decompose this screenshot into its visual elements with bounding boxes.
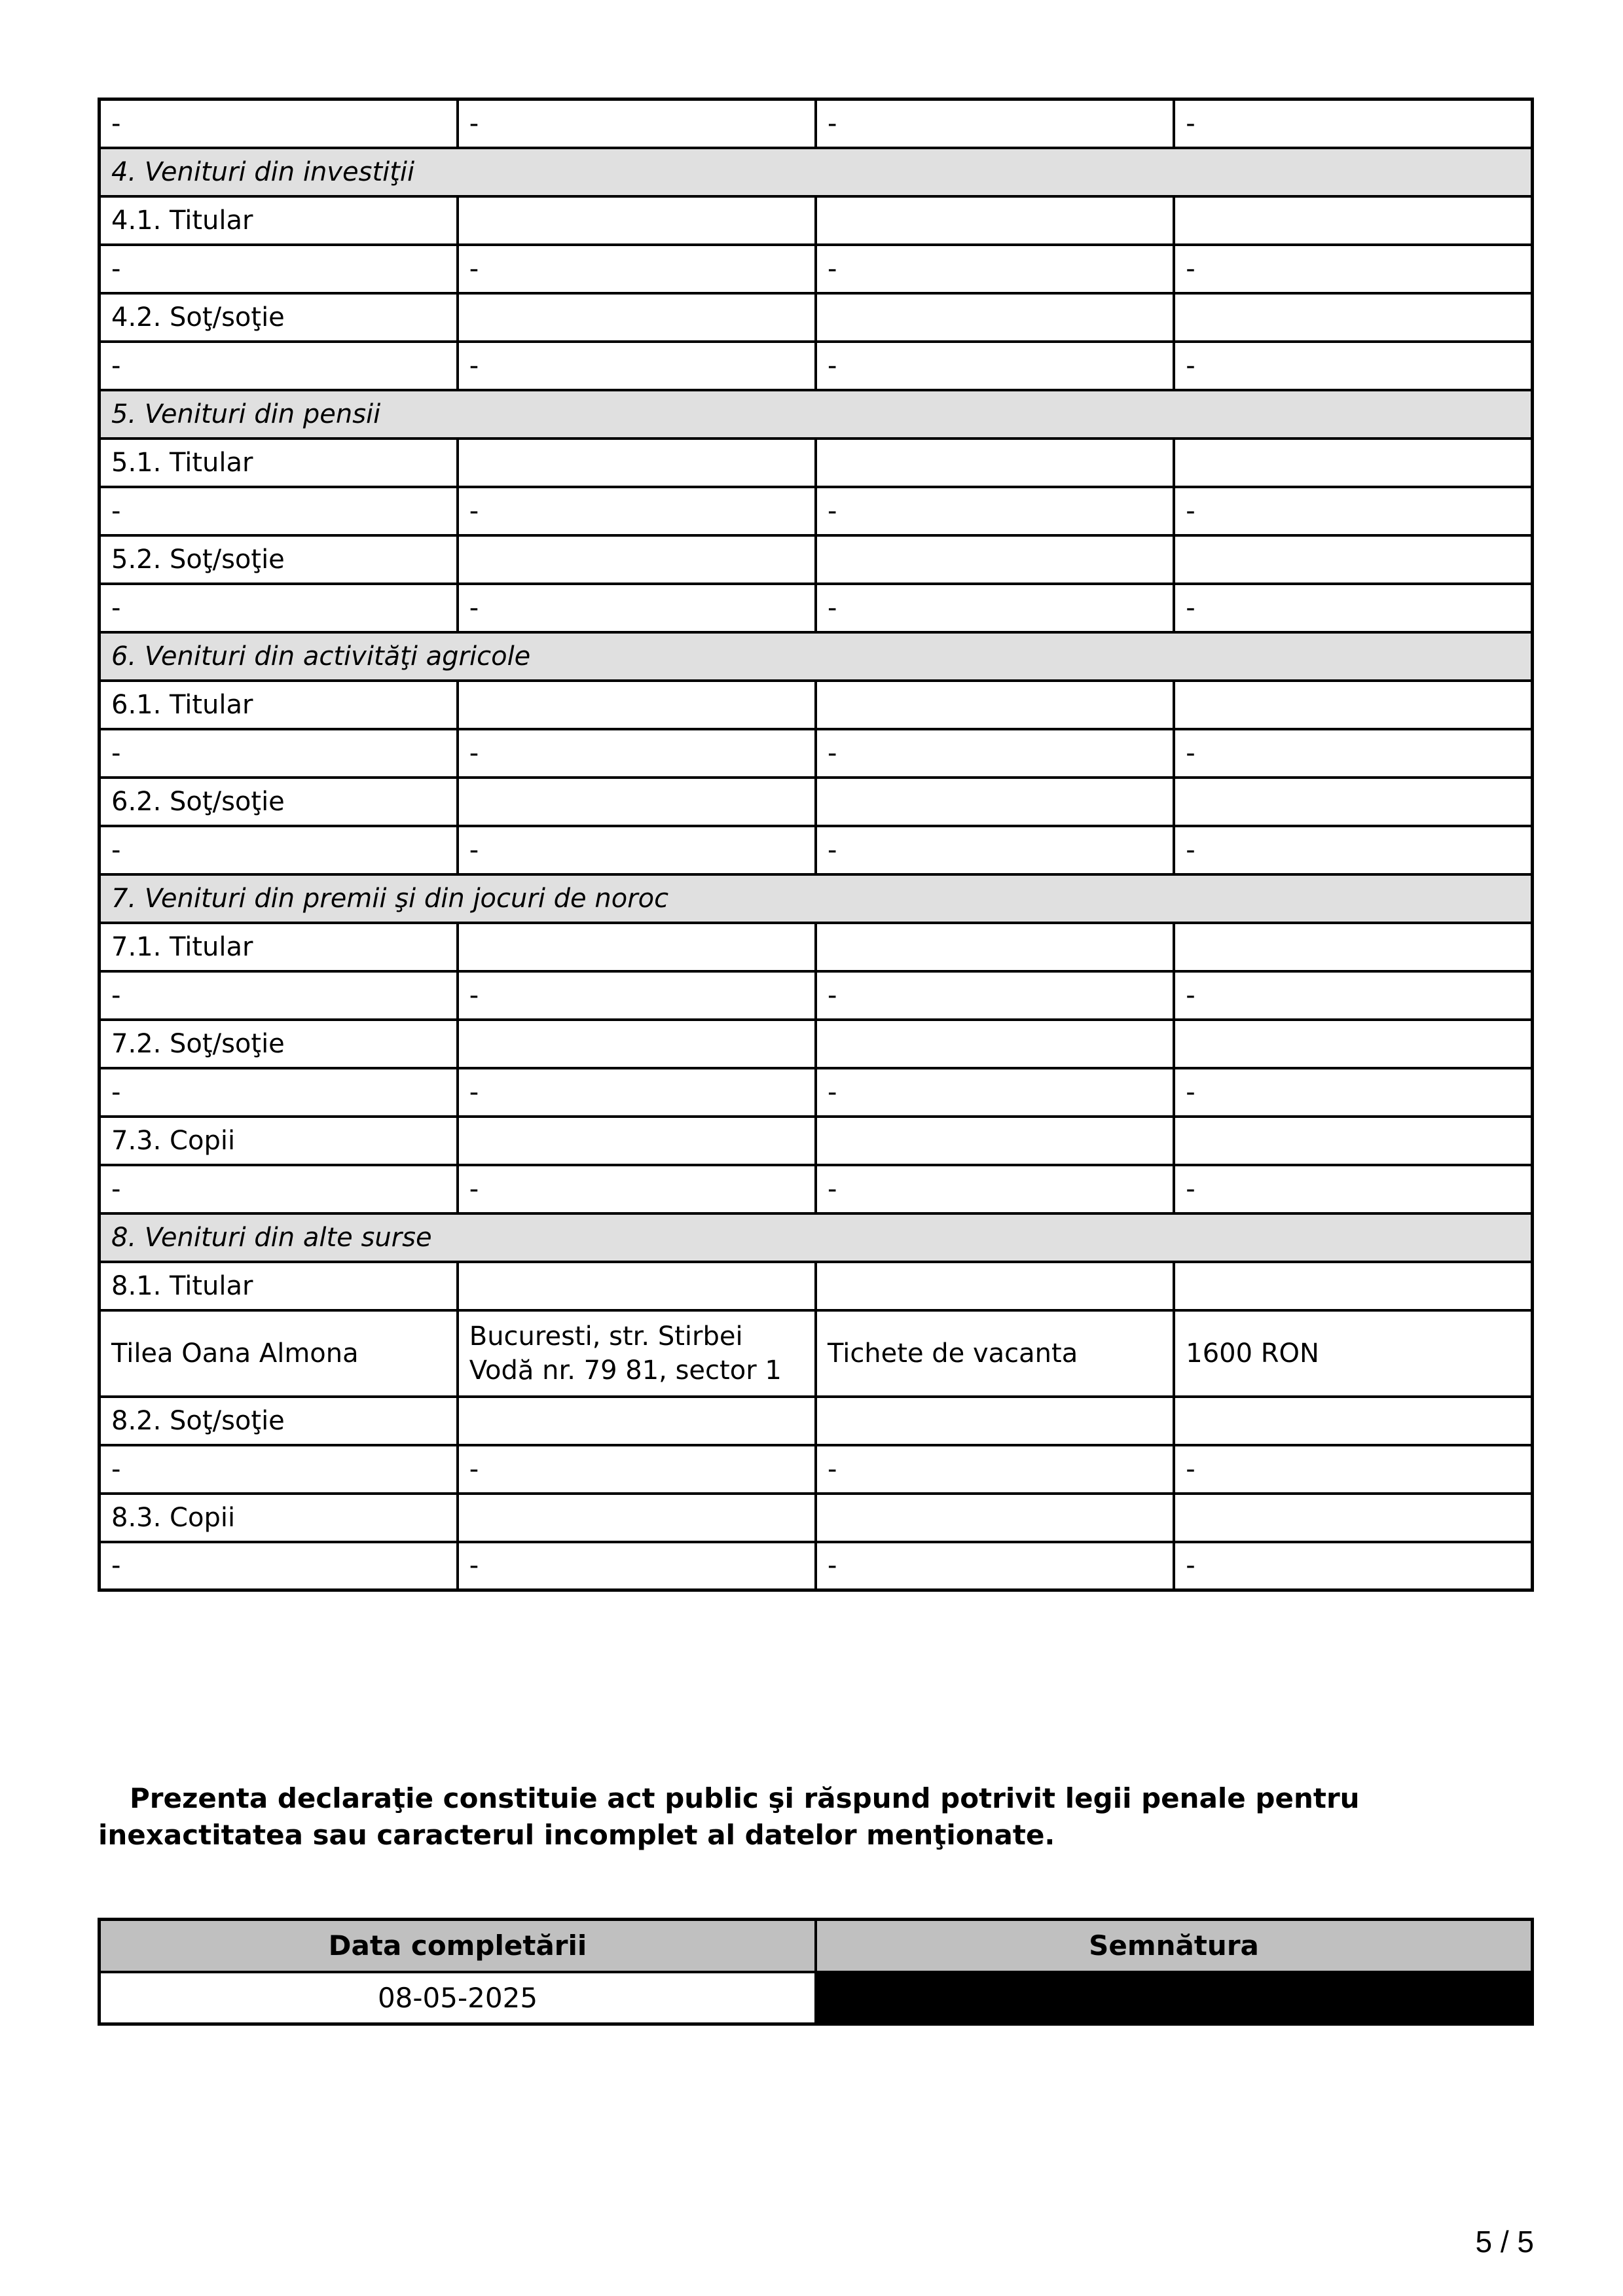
subsection-row — [100, 1262, 1533, 1310]
subsection-label: 5.1. Titular — [100, 439, 458, 487]
declaration-statement: Prezenta declaraţie constituie act public şi răspund potrivit legii penale pentru inexactitatea sau caracterul incomplet al datelor menţionate. — [98, 1782, 1360, 1851]
empty-cell — [1174, 778, 1532, 826]
empty-cell — [1174, 1494, 1532, 1542]
table-cell: 1600 RON — [1174, 1310, 1532, 1397]
table-cell: - — [458, 245, 816, 293]
table-cell: - — [100, 342, 458, 390]
table-cell: - — [100, 245, 458, 293]
table-row — [100, 1542, 1533, 1590]
empty-cell — [458, 1117, 816, 1165]
subsection-label: 8.3. Copii — [100, 1494, 458, 1542]
subsection-label: 6.2. Soţ/soţie — [100, 778, 458, 826]
table-cell: - — [1174, 1165, 1532, 1213]
section-header-row — [100, 874, 1533, 923]
date-value: 08-05-2025 — [100, 1972, 816, 2024]
table-cell: - — [100, 99, 458, 148]
signature-redacted — [816, 1972, 1533, 2024]
subsection-row — [100, 1494, 1533, 1542]
table-cell: - — [100, 1445, 458, 1494]
empty-cell — [1174, 1117, 1532, 1165]
table-cell: - — [458, 1445, 816, 1494]
subsection-row — [100, 439, 1533, 487]
subsection-row — [100, 681, 1533, 729]
empty-cell — [816, 1262, 1174, 1310]
empty-cell — [458, 1020, 816, 1068]
empty-cell — [1174, 196, 1532, 245]
section-header-row — [100, 390, 1533, 439]
section-header-row — [100, 148, 1533, 196]
table-cell: - — [1174, 729, 1532, 778]
empty-cell — [1174, 1020, 1532, 1068]
empty-cell — [816, 1020, 1174, 1068]
table-row — [100, 487, 1533, 535]
income-table-body — [100, 99, 1533, 1590]
table-cell: - — [458, 971, 816, 1020]
empty-cell — [458, 1397, 816, 1445]
empty-cell — [816, 1397, 1174, 1445]
empty-cell — [458, 681, 816, 729]
table-cell: - — [816, 487, 1174, 535]
empty-cell — [816, 681, 1174, 729]
table-cell: - — [458, 584, 816, 632]
table-cell: - — [816, 1165, 1174, 1213]
table-row — [100, 1165, 1533, 1213]
subsection-label: 4.2. Soţ/soţie — [100, 293, 458, 342]
table-cell: - — [1174, 971, 1532, 1020]
empty-cell — [458, 923, 816, 971]
signature-header-row — [100, 1920, 1533, 1972]
table-cell: - — [1174, 1068, 1532, 1117]
empty-cell — [816, 196, 1174, 245]
table-row — [100, 1068, 1533, 1117]
signature-header: Semnătura — [816, 1920, 1533, 1972]
table-cell: - — [100, 1165, 458, 1213]
table-cell: - — [1174, 1542, 1532, 1590]
table-row — [100, 826, 1533, 874]
empty-cell — [458, 778, 816, 826]
subsection-row — [100, 1020, 1533, 1068]
section-title: 4. Venituri din investiţii — [100, 148, 1533, 196]
table-cell: Tichete de vacanta — [816, 1310, 1174, 1397]
subsection-row — [100, 293, 1533, 342]
subsection-row — [100, 535, 1533, 584]
subsection-row — [100, 923, 1533, 971]
table-cell: - — [1174, 584, 1532, 632]
empty-cell — [1174, 923, 1532, 971]
signature-table — [98, 1918, 1534, 2026]
table-row — [100, 245, 1533, 293]
table-cell: - — [100, 584, 458, 632]
signature-value-row — [100, 1972, 1533, 2024]
table-cell: - — [100, 1068, 458, 1117]
empty-cell — [816, 778, 1174, 826]
empty-cell — [1174, 1397, 1532, 1445]
table-cell: - — [816, 1445, 1174, 1494]
subsection-label: 6.1. Titular — [100, 681, 458, 729]
table-cell: - — [816, 584, 1174, 632]
table-cell: - — [1174, 1445, 1532, 1494]
section-title: 5. Venituri din pensii — [100, 390, 1533, 439]
table-cell: - — [458, 342, 816, 390]
empty-cell — [816, 923, 1174, 971]
subsection-row — [100, 1397, 1533, 1445]
empty-cell — [458, 535, 816, 584]
table-cell: - — [458, 1165, 816, 1213]
empty-cell — [1174, 1262, 1532, 1310]
subsection-label: 4.1. Titular — [100, 196, 458, 245]
table-cell: - — [816, 1068, 1174, 1117]
empty-cell — [458, 1494, 816, 1542]
empty-cell — [458, 1262, 816, 1310]
table-row — [100, 1310, 1533, 1397]
empty-cell — [1174, 535, 1532, 584]
table-cell: Tilea Oana Almona — [100, 1310, 458, 1397]
subsection-label: 7.2. Soţ/soţie — [100, 1020, 458, 1068]
table-cell: - — [458, 99, 816, 148]
section-title: 7. Venituri din premii şi din jocuri de noroc — [100, 874, 1533, 923]
table-cell: Bucuresti, str. Stirbei Vodă nr. 79 81, sector 1 — [458, 1310, 816, 1397]
table-row — [100, 729, 1533, 778]
table-cell: - — [100, 487, 458, 535]
date-header: Data completării — [100, 1920, 816, 1972]
page-number: 5 / 5 — [1475, 2225, 1534, 2259]
empty-cell — [1174, 681, 1532, 729]
table-cell: - — [458, 487, 816, 535]
subsection-row — [100, 778, 1533, 826]
table-cell: - — [816, 729, 1174, 778]
subsection-label: 7.1. Titular — [100, 923, 458, 971]
table-cell: - — [816, 342, 1174, 390]
table-cell: - — [458, 729, 816, 778]
table-row — [100, 342, 1533, 390]
empty-cell — [816, 535, 1174, 584]
table-cell: - — [100, 971, 458, 1020]
empty-cell — [816, 1494, 1174, 1542]
empty-cell — [816, 293, 1174, 342]
empty-cell — [458, 293, 816, 342]
table-row — [100, 99, 1533, 148]
empty-cell — [816, 439, 1174, 487]
table-row — [100, 971, 1533, 1020]
subsection-label: 5.2. Soţ/soţie — [100, 535, 458, 584]
table-cell: - — [816, 1542, 1174, 1590]
table-cell: - — [816, 826, 1174, 874]
empty-cell — [458, 439, 816, 487]
income-table — [98, 98, 1534, 1592]
table-cell: - — [100, 826, 458, 874]
table-cell: - — [1174, 99, 1532, 148]
empty-cell — [1174, 293, 1532, 342]
subsection-row — [100, 196, 1533, 245]
table-cell: - — [1174, 245, 1532, 293]
subsection-row — [100, 1117, 1533, 1165]
table-cell: - — [1174, 826, 1532, 874]
table-cell: - — [816, 99, 1174, 148]
section-header-row — [100, 632, 1533, 681]
subsection-label: 8.2. Soţ/soţie — [100, 1397, 458, 1445]
table-cell: - — [458, 1068, 816, 1117]
empty-cell — [458, 196, 816, 245]
section-title: 8. Venituri din alte surse — [100, 1213, 1533, 1262]
table-cell: - — [458, 826, 816, 874]
table-cell: - — [816, 245, 1174, 293]
table-cell: - — [816, 971, 1174, 1020]
empty-cell — [1174, 439, 1532, 487]
section-header-row — [100, 1213, 1533, 1262]
table-cell: - — [100, 1542, 458, 1590]
table-cell: - — [100, 729, 458, 778]
section-title: 6. Venituri din activităţi agricole — [100, 632, 1533, 681]
subsection-label: 7.3. Copii — [100, 1117, 458, 1165]
table-cell: - — [1174, 487, 1532, 535]
subsection-label: 8.1. Titular — [100, 1262, 458, 1310]
table-cell: - — [1174, 342, 1532, 390]
table-row — [100, 1445, 1533, 1494]
empty-cell — [816, 1117, 1174, 1165]
table-row — [100, 584, 1533, 632]
table-cell: - — [458, 1542, 816, 1590]
